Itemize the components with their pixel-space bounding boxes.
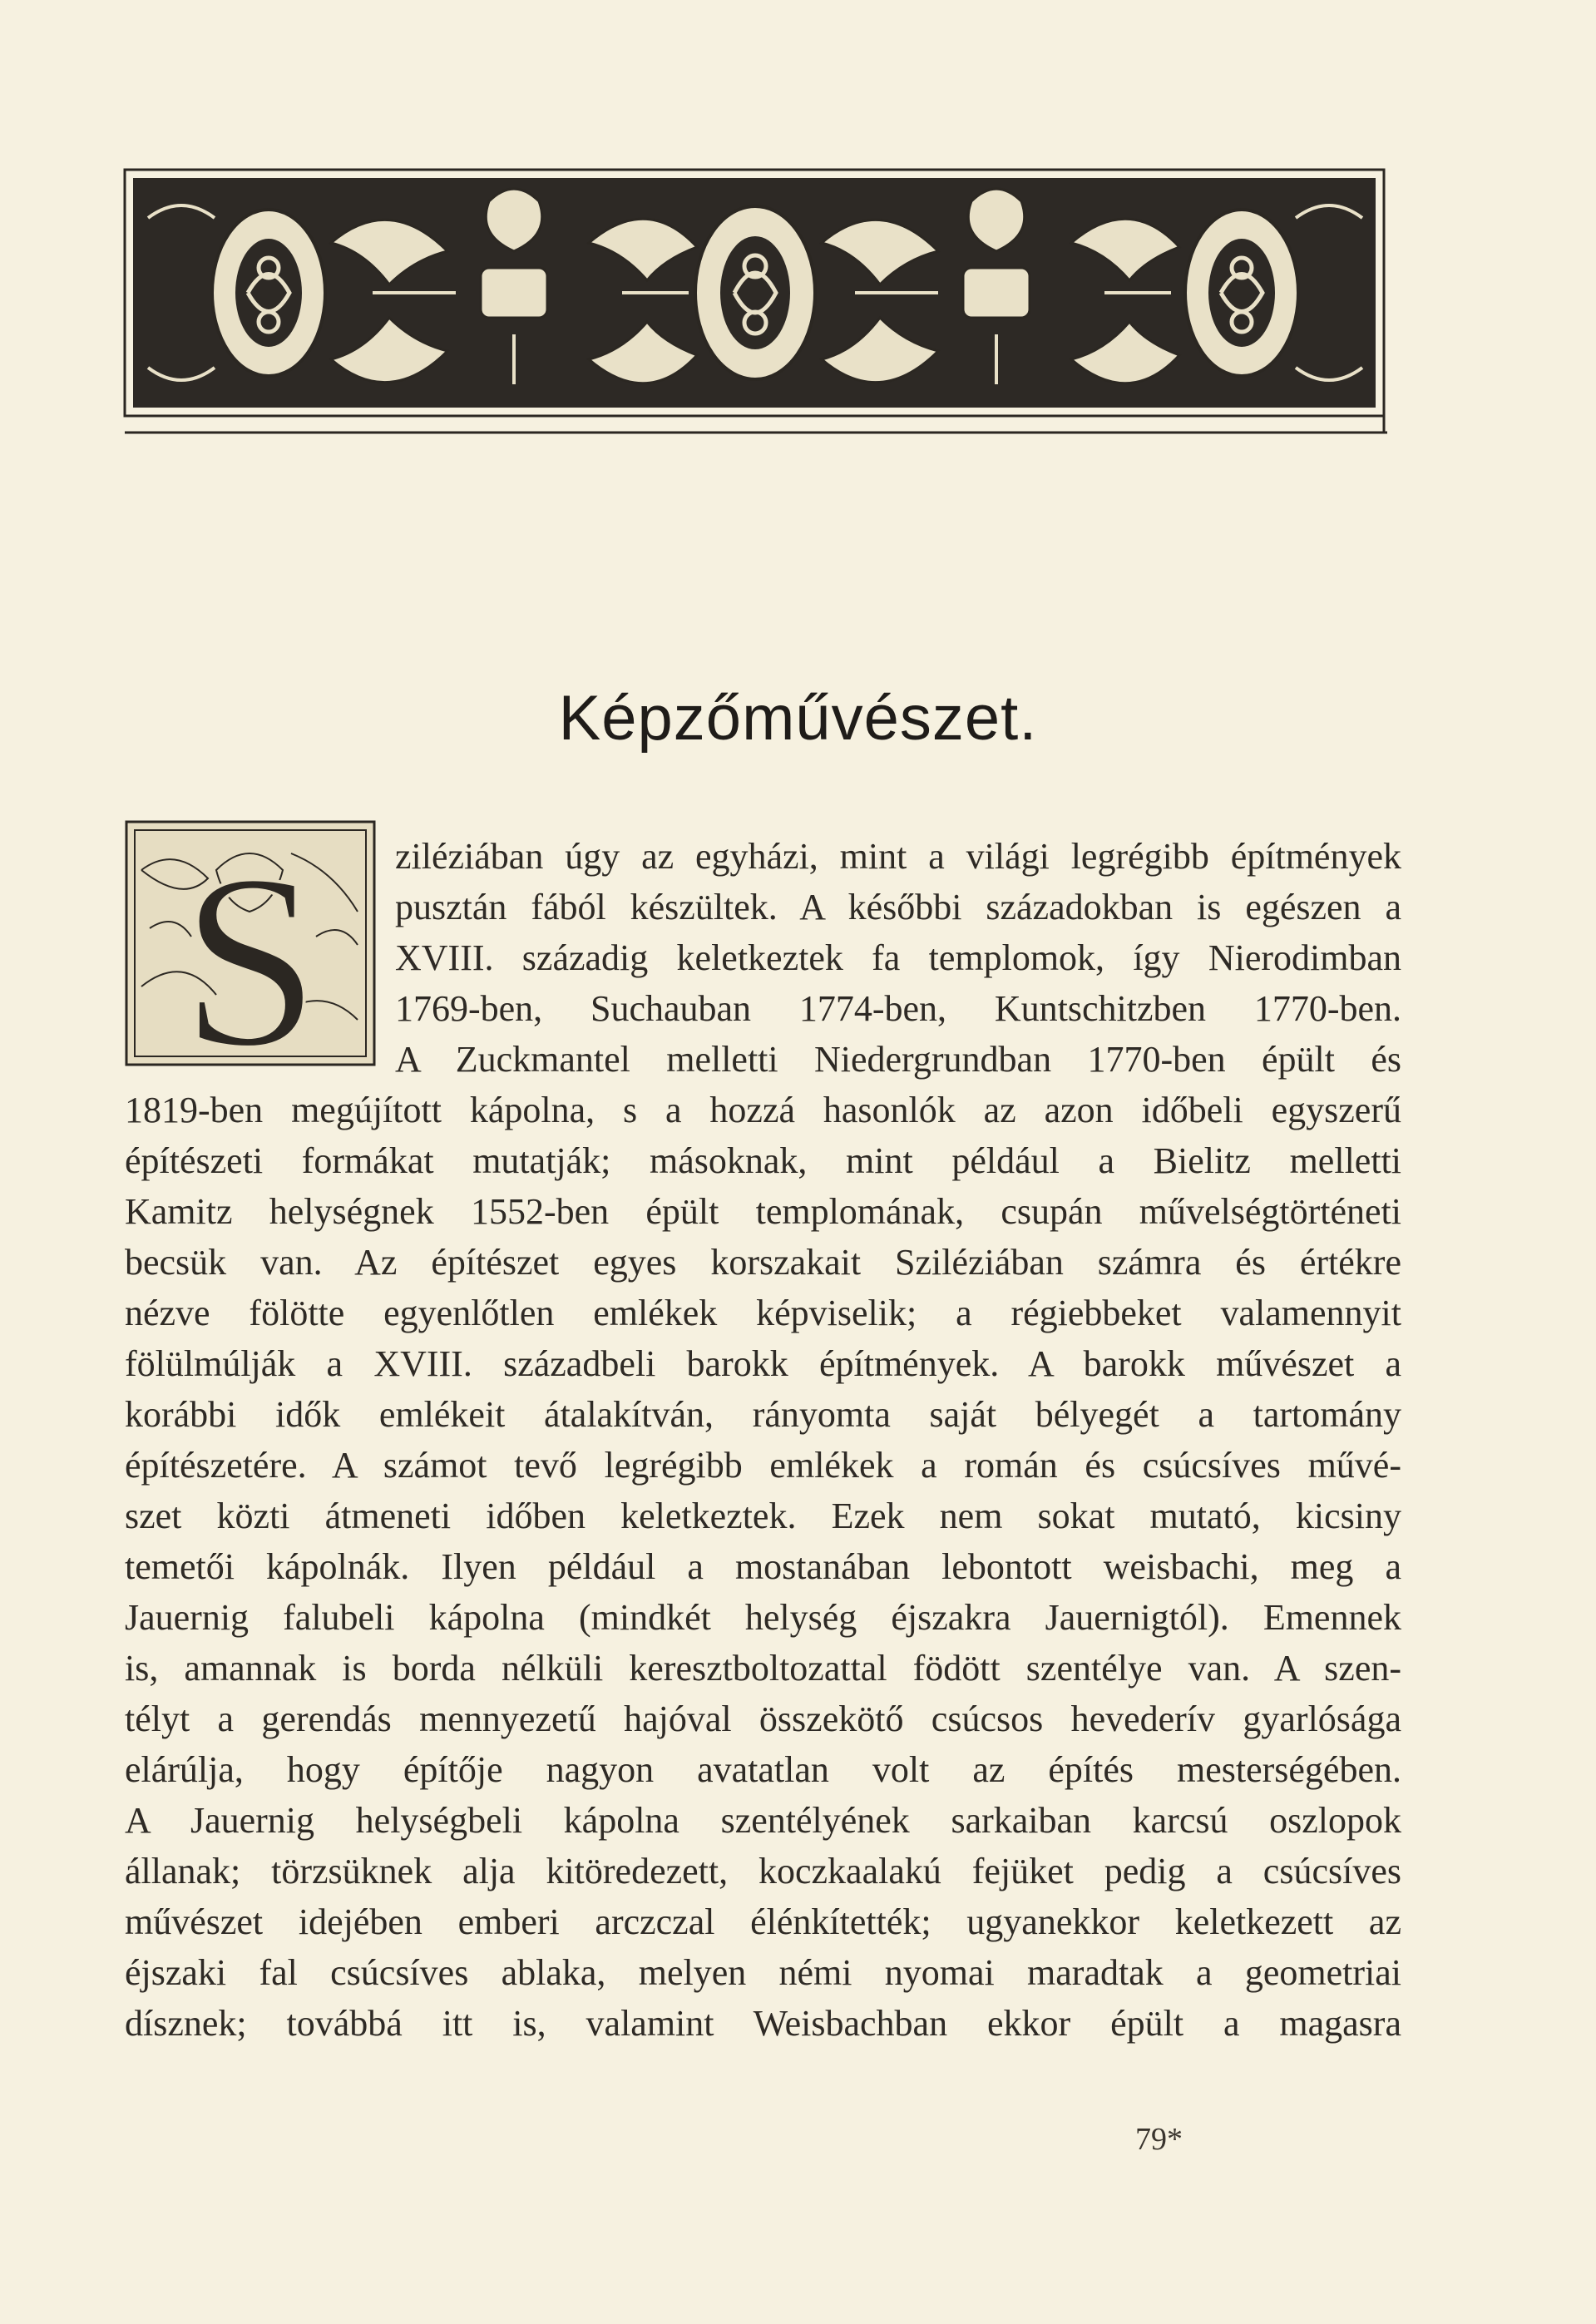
body-line: pusztán fából készültek. A későbbi századokban is egészen a — [395, 887, 1401, 927]
body-line: is, amannak is borda nélküli keresztboltozattal födött szentélye van. A szen- — [125, 1648, 1401, 1689]
page-number: 79* — [1135, 2122, 1183, 2157]
body-line: ziléziában úgy az egyházi, mint a világi legrégibb építmények — [395, 836, 1401, 877]
body-line: A Zuckmantel melletti Niedergrundban 1770-ben épült és — [395, 1039, 1401, 1080]
body-line: XVIII. századig keletkeztek fa templomok, így Nierodimban — [395, 937, 1401, 978]
body-line: A Jauernig helységbeli kápolna szentélyének sarkaiban karcsú oszlopok — [125, 1800, 1401, 1841]
body-line: szet közti átmeneti időben keletkeztek. Ezek nem sokat mutató, kicsiny — [125, 1496, 1401, 1536]
initial-letter: S — [180, 823, 320, 1066]
page-title: Képzőművészet. — [558, 683, 1038, 754]
body-line: építészeti formákat mutatják; másoknak, mint például a Bielitz melletti — [125, 1140, 1401, 1181]
body-line: korábbi idők emlékeit átalakítván, rányomta saját bélyegét a tartomány — [125, 1394, 1401, 1435]
body-line: temetői kápolnák. Ilyen például a mostanában lebontott weisbachi, meg a — [125, 1546, 1401, 1587]
body-line: nézve fölötte egyenlőtlen emlékek képviselik; a régiebbeket valamennyit — [125, 1293, 1401, 1333]
body-line: télyt a gerendás mennyezetű hajóval összekötő csúcsos hevederív gyarlósága — [125, 1698, 1401, 1739]
body-line: éjszaki fal csúcsíves ablaka, melyen némi nyomai maradtak a geometriai — [125, 1952, 1401, 1993]
body-line: művészet idejében emberi arczczal élénkítették; ugyanekkor keletkezett az — [125, 1901, 1401, 1942]
body-line: becsük van. Az építészet egyes korszakait Sziléziában számra és értékre — [125, 1242, 1401, 1283]
body-line: építészetére. A számot tevő legrégibb emlékek a román és csúcsíves művé- — [125, 1445, 1401, 1486]
initial-s-ornament — [125, 820, 376, 1066]
ornamental-headpiece — [123, 168, 1389, 443]
body-line: Jauernig falubeli kápolna (mindkét helység éjszakra Jauernigtól). Emennek — [125, 1597, 1401, 1638]
body-line: dísznek; továbbá itt is, valamint Weisbachban ekkor épült a magasra — [125, 2003, 1401, 2044]
body-line: 1819-ben megújított kápolna, s a hozzá hasonlók az azon időbeli egyszerű — [125, 1090, 1401, 1130]
body-line: Kamitz helységnek 1552-ben épült templomának, csupán művelségtörténeti — [125, 1191, 1401, 1232]
body-line: 1769-ben, Suchauban 1774-ben, Kuntschitzben 1770-ben. — [395, 988, 1401, 1029]
headpiece-engraving — [123, 168, 1389, 443]
decorated-initial-letter — [125, 820, 376, 1066]
body-line: fölülmúlják a XVIII. századbeli barokk építmények. A barokk művészet a — [125, 1343, 1401, 1384]
body-line: állanak; törzsüknek alja kitöredezett, koczkaalakú fejüket pedig a csúcsíves — [125, 1851, 1401, 1891]
body-line: elárúlja, hogy építője nagyon avatatlan volt az építés mesterségében. — [125, 1749, 1401, 1790]
